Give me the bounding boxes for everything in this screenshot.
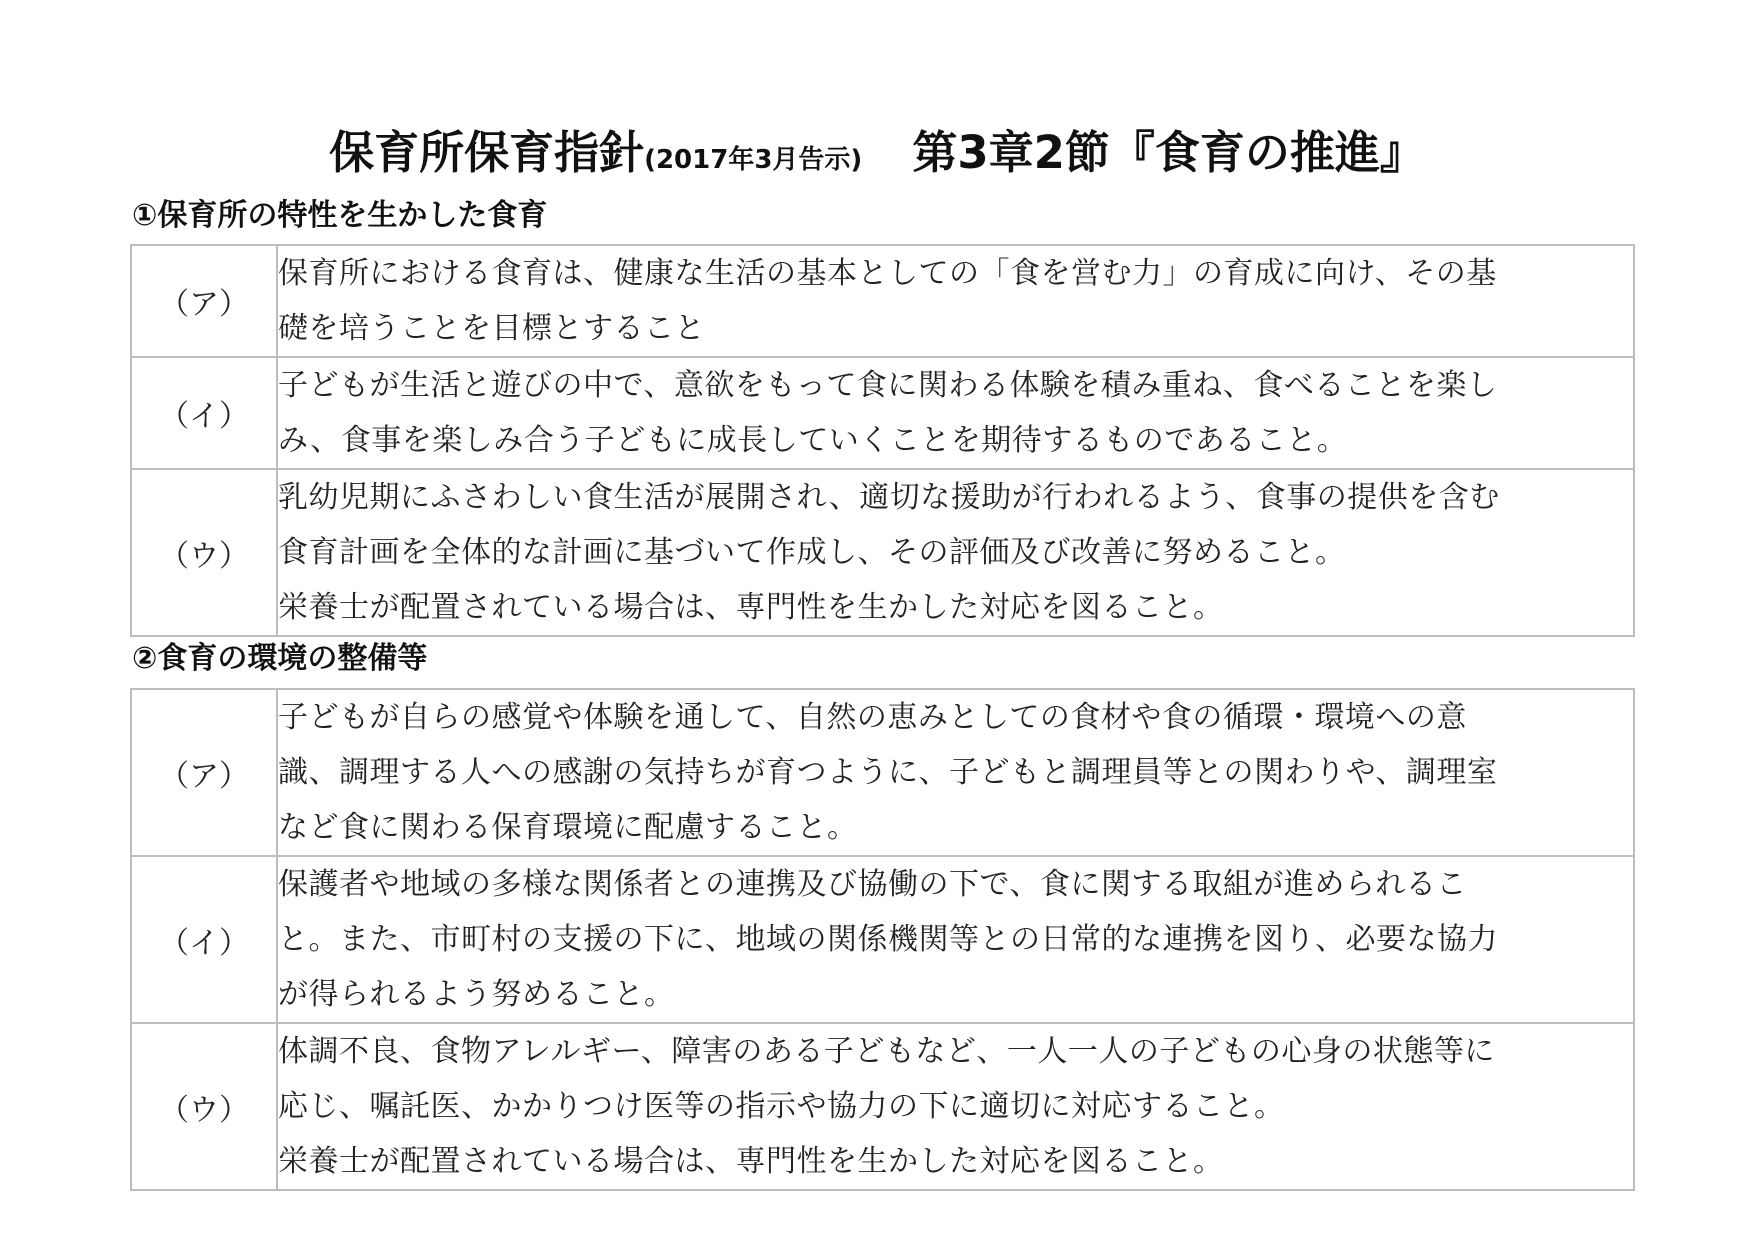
- item-label: （イ）: [131, 856, 277, 1023]
- guideline-table: [130, 244, 1635, 637]
- text-line: 子どもが自らの感覚や体験を通して、自然の恵みとしての食材や食の循環・環境への意: [278, 700, 1467, 735]
- text-line: み、食事を楽しみ合う子どもに成長していくことを期待するものであること。: [278, 423, 1348, 458]
- title-subtitle: (2017年3月告示): [644, 145, 863, 176]
- section-heading: ②食育の環境の整備等: [132, 641, 428, 676]
- page-title: [0, 116, 1754, 181]
- table-row: [131, 245, 1634, 357]
- text-line: 子どもが生活と遊びの中で、意欲をもって食に関わる体験を積み重ね、食べることを楽し: [278, 368, 1498, 403]
- text-line: が得られるよう努めること。: [278, 977, 675, 1012]
- text-line: など食に関わる保育環境に配慮すること。: [278, 810, 858, 845]
- guideline-table: [130, 688, 1635, 1191]
- item-text: [277, 357, 1634, 469]
- text-line: 礎を培うことを目標とすること: [278, 311, 705, 346]
- section-heading: ①保育所の特性を生かした食育: [132, 198, 548, 233]
- text-line: 食育計画を全体的な計画に基づいて作成し、その評価及び改善に努めること。: [278, 535, 1346, 570]
- text-line: 乳幼児期にふさわしい食生活が展開され、適切な援助が行われるよう、食事の提供を含む: [278, 480, 1500, 515]
- text-line: 応じ、嘱託医、かかりつけ医等の指示や協力の下に適切に対応すること。: [278, 1089, 1285, 1124]
- item-text: [277, 245, 1634, 357]
- item-label: （ア）: [131, 245, 277, 357]
- title-chapter: 第3章2節『食育の推進』: [912, 126, 1425, 180]
- item-label: （ア）: [131, 689, 277, 856]
- table-row: [131, 689, 1634, 856]
- item-text: [277, 689, 1634, 856]
- item-label: （ウ）: [131, 469, 277, 636]
- table-row: [131, 856, 1634, 1023]
- table-row: [131, 1023, 1634, 1190]
- text-line: 識、調理する人への感謝の気持ちが育つように、子どもと調理員等との関わりや、調理室: [278, 755, 1498, 790]
- item-text: [277, 1023, 1634, 1190]
- text-line: 栄養士が配置されている場合は、専門性を生かした対応を図ること。: [278, 1144, 1224, 1179]
- table-row: [131, 357, 1634, 469]
- text-line: 体調不良、食物アレルギー、障害のある子どもなど、一人一人の子どもの心身の状態等に: [278, 1034, 1495, 1069]
- item-text: [277, 469, 1634, 636]
- text-line: と。また、市町村の支援の下に、地域の関係機関等との日常的な連携を図り、必要な協力: [278, 922, 1498, 957]
- item-label: （イ）: [131, 357, 277, 469]
- item-label: （ウ）: [131, 1023, 277, 1190]
- text-line: 保護者や地域の多様な関係者との連携及び協働の下で、食に関する取組が進められるこ: [278, 867, 1467, 902]
- text-line: 保育所における食育は、健康な生活の基本としての「食を営む力」の育成に向け、その基: [278, 256, 1497, 291]
- text-line: 栄養士が配置されている場合は、専門性を生かした対応を図ること。: [278, 590, 1224, 625]
- title-main: 保育所保育指針: [329, 126, 645, 180]
- item-text: [277, 856, 1634, 1023]
- table-row: [131, 469, 1634, 636]
